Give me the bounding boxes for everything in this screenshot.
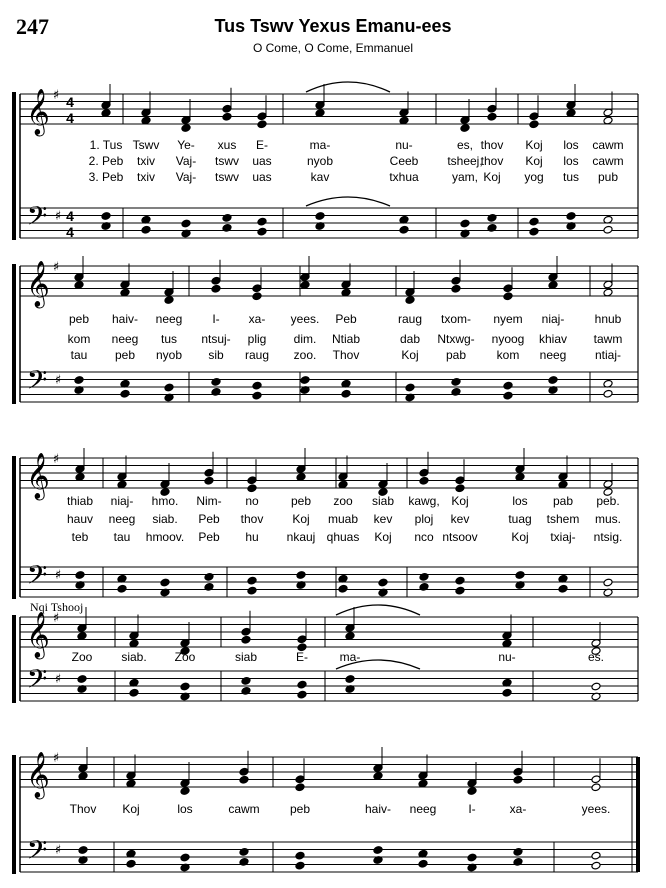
bass-note <box>252 391 262 400</box>
treble-clef-icon: 𝄞 <box>26 261 50 307</box>
alto-note <box>222 112 232 121</box>
lyric-syllable: txiv <box>137 170 155 184</box>
lyric-syllable: thov <box>480 154 504 168</box>
tenor-note <box>591 851 601 860</box>
tenor-note <box>487 214 497 223</box>
time-signature-numerator: 4 <box>66 94 74 110</box>
tenor-note <box>513 848 523 857</box>
alto-note <box>164 296 174 305</box>
lyric-syllable: hu <box>245 530 259 544</box>
lyric-syllable: raug <box>244 348 270 362</box>
lyric-syllable: txom- <box>441 312 471 326</box>
bass-note <box>126 859 136 868</box>
lyric-syllable: kav <box>310 170 330 184</box>
key-signature-sharp-icon: ♯ <box>52 751 60 766</box>
tenor-note <box>566 212 576 221</box>
alto-note <box>503 292 513 301</box>
tenor-note <box>180 853 190 862</box>
lyric-syllable: thov <box>240 512 264 526</box>
lyric-syllable: hmo. <box>151 494 179 508</box>
key-signature-sharp-icon: ♯ <box>52 611 60 626</box>
lyric-syllable: Thov <box>69 802 97 816</box>
tenor-note <box>451 378 461 387</box>
lyric-syllable: yees. <box>290 312 320 326</box>
lyric-syllable: dab <box>399 332 421 346</box>
tenor-note <box>211 378 221 387</box>
tenor-note <box>252 381 262 390</box>
lyric-syllable: Koj <box>525 154 543 168</box>
tenor-note <box>373 846 383 855</box>
tenor-note <box>181 219 191 228</box>
tenor-note <box>77 675 87 684</box>
lyric-syllable: neeg <box>111 332 139 346</box>
tenor-note <box>241 677 251 686</box>
lyric-syllable: niaj- <box>110 494 134 508</box>
slur <box>336 605 420 615</box>
refrain-label: Nqi Tshooj <box>30 600 84 614</box>
bass-note <box>117 584 127 593</box>
bass-note <box>502 688 512 697</box>
lyric-syllable: nkauj <box>286 530 316 544</box>
key-signature-sharp-icon: ♯ <box>54 843 62 858</box>
lyric-syllable: sib <box>208 348 224 362</box>
lyric-syllable: siab <box>371 494 395 508</box>
lyric-syllable: ploj <box>414 512 434 526</box>
bass-note <box>603 225 613 234</box>
alto-note <box>211 284 221 293</box>
bass-note <box>120 389 130 398</box>
tenor-note <box>515 571 525 580</box>
hymn-number: 247 <box>16 14 49 39</box>
lyric-syllable: ntsig. <box>593 530 623 544</box>
lyric-syllable: cawm <box>592 138 624 152</box>
lyric-syllable: Ntiab <box>331 332 361 346</box>
lyric-syllable: neeg <box>155 312 183 326</box>
tenor-note <box>247 576 257 585</box>
lyric-syllable: neeg <box>539 348 567 362</box>
bass-note <box>591 861 601 870</box>
slur <box>306 197 390 206</box>
tenor-note <box>300 376 310 385</box>
lyric-syllable: Vaj- <box>175 154 197 168</box>
tenor-note <box>405 383 415 392</box>
lyric-syllable: muab <box>327 512 359 526</box>
lyric-syllable: uas <box>252 170 272 184</box>
lyric-syllable: zoo. <box>293 348 317 362</box>
bass-note <box>603 389 613 398</box>
lyric-syllable: thiab <box>66 494 94 508</box>
bass-clef-icon: 𝄢 <box>26 663 48 701</box>
bass-clef-icon: 𝄢 <box>26 200 48 238</box>
bass-note <box>503 391 513 400</box>
lyric-syllable: pab <box>445 348 467 362</box>
tenor-note <box>164 383 174 392</box>
lyric-syllable: siab <box>234 650 258 664</box>
lyric-syllable: yees. <box>581 802 611 816</box>
bass-note <box>338 584 348 593</box>
lyric-syllable: neeg <box>409 802 437 816</box>
lyric-syllable: 2. Peb <box>88 154 124 168</box>
bass-note <box>297 690 307 699</box>
bass-note <box>341 389 351 398</box>
tenor-note <box>467 853 477 862</box>
lyric-syllable: los <box>563 154 579 168</box>
lyric-syllable: nu- <box>498 650 516 664</box>
bass-clef-icon: 𝄢 <box>26 834 48 872</box>
bass-note <box>129 688 139 697</box>
key-signature-sharp-icon: ♯ <box>52 260 60 275</box>
lyric-syllable: peb <box>68 312 90 326</box>
lyric-syllable: Zoo <box>174 650 196 664</box>
lyric-syllable: nyob <box>155 348 183 362</box>
time-signature-denominator: 4 <box>66 224 74 240</box>
lyric-syllable: pub <box>597 170 619 184</box>
lyric-syllable: kev <box>450 512 470 526</box>
system-brace <box>12 456 16 599</box>
tenor-note <box>78 846 88 855</box>
lyric-syllable: no <box>245 494 259 508</box>
lyric-syllable: dim. <box>293 332 317 346</box>
alto-note <box>487 112 497 121</box>
key-signature-sharp-icon: ♯ <box>52 88 60 103</box>
lyric-syllable: Zoo <box>71 650 93 664</box>
bass-note <box>257 227 267 236</box>
lyric-syllable: tus <box>562 170 580 184</box>
lyric-syllable: txiaj- <box>550 530 576 544</box>
system-brace <box>12 615 16 703</box>
lyric-syllable: kom <box>67 332 91 346</box>
lyric-syllable: mus. <box>594 512 622 526</box>
lyric-syllable: ntsuj- <box>201 332 231 346</box>
lyric-syllable: tshem <box>546 512 580 526</box>
tenor-note <box>204 573 214 582</box>
lyric-syllable: es, <box>456 138 474 152</box>
key-signature-sharp-icon: ♯ <box>54 209 62 224</box>
lyric-syllable: tswv <box>215 154 239 168</box>
lyric-syllable: yog <box>524 170 544 184</box>
treble-clef-icon: 𝄞 <box>26 453 50 499</box>
lyric-syllable: tuag <box>508 512 532 526</box>
tenor-note <box>257 217 267 226</box>
lyric-syllable: khiav <box>538 332 568 346</box>
lyric-syllable: siab. <box>152 512 178 526</box>
lyric-syllable: yam, <box>451 170 479 184</box>
lyric-syllable: ma- <box>309 138 331 152</box>
lyric-syllable: peb <box>290 494 312 508</box>
lyric-syllable: xa- <box>248 312 266 326</box>
lyric-syllable: tawm <box>593 332 623 346</box>
lyric-syllable: Thov <box>332 348 360 362</box>
system-brace <box>12 92 16 240</box>
alto-note <box>451 284 461 293</box>
tenor-note <box>295 851 305 860</box>
lyric-syllable: tsheej, <box>447 154 483 168</box>
tenor-note <box>603 578 613 587</box>
alto-note <box>455 484 465 493</box>
lyric-syllable: hnub <box>594 312 622 326</box>
lyric-syllable: peb <box>289 802 311 816</box>
lyric-syllable: Ntxwg- <box>437 332 475 346</box>
lyric-syllable: E- <box>296 650 308 664</box>
lyric-syllable: uas <box>252 154 272 168</box>
lyric-syllable: kom <box>496 348 520 362</box>
hymn-subtitle: O Come, O Come, Emmanuel <box>252 41 414 55</box>
bass-clef-icon: 𝄢 <box>26 364 48 402</box>
system-brace <box>12 755 16 874</box>
alto-note <box>467 787 477 796</box>
lyric-syllable: es. <box>587 650 605 664</box>
tenor-note <box>548 376 558 385</box>
tenor-note <box>101 212 111 221</box>
lyric-syllable: los <box>177 802 193 816</box>
lyric-syllable: Ceeb <box>389 154 419 168</box>
key-signature-sharp-icon: ♯ <box>54 672 62 687</box>
tenor-note <box>345 675 355 684</box>
tenor-note <box>297 680 307 689</box>
alto-note <box>180 787 190 796</box>
lyric-syllable: nyem <box>493 312 523 326</box>
bass-note <box>399 225 409 234</box>
lyric-syllable: nyoog <box>491 332 525 346</box>
lyric-syllable: siab. <box>121 650 147 664</box>
tenor-note <box>315 212 325 221</box>
tenor-note <box>419 573 429 582</box>
lyric-syllable: tau <box>113 530 131 544</box>
lyric-syllable: txiv <box>137 154 155 168</box>
lyric-syllable: zoo <box>333 494 353 508</box>
lyric-syllable: E- <box>256 138 268 152</box>
lyric-syllable: niaj- <box>541 312 565 326</box>
tenor-note <box>529 217 539 226</box>
tenor-note <box>222 214 232 223</box>
lyric-syllable: I- <box>468 802 476 816</box>
bass-note <box>558 584 568 593</box>
tenor-note <box>503 381 513 390</box>
lyric-syllable: Peb <box>198 530 220 544</box>
lyric-syllable: qhuas <box>326 530 360 544</box>
lyric-syllable: cawm <box>228 802 260 816</box>
alto-note <box>241 635 251 644</box>
bass-note <box>455 586 465 595</box>
lyric-syllable: Koj <box>122 802 140 816</box>
treble-clef-icon: 𝄞 <box>26 612 50 658</box>
lyric-syllable: ntiaj- <box>594 348 622 362</box>
lyric-syllable: xus <box>217 138 237 152</box>
lyric-syllable: los <box>563 138 579 152</box>
lyric-syllable: Vaj- <box>175 170 197 184</box>
lyric-syllable: Nim- <box>196 494 222 508</box>
bass-note <box>529 227 539 236</box>
lyric-syllable: tau <box>70 348 88 362</box>
tenor-note <box>455 576 465 585</box>
bass-clef-icon: 𝄢 <box>26 559 48 597</box>
lyric-syllable: ma- <box>339 650 361 664</box>
key-signature-sharp-icon: ♯ <box>54 568 62 583</box>
alto-note <box>252 292 262 301</box>
alto-note <box>295 783 305 792</box>
lyric-syllable: Peb <box>198 512 220 526</box>
lyric-syllable: Koj <box>511 530 529 544</box>
lyric-syllable: Ye- <box>177 138 195 152</box>
lyric-syllable: 3. Peb <box>88 170 124 184</box>
lyric-syllable: cawm <box>592 154 624 168</box>
lyric-syllable: Koj <box>525 138 543 152</box>
tenor-note <box>460 219 470 228</box>
time-signature-numerator: 4 <box>66 208 74 224</box>
lyric-syllable: nyob <box>306 154 334 168</box>
lyric-syllable: ntsoov <box>442 530 478 544</box>
lyric-syllable: pab <box>552 494 574 508</box>
lyric-syllable: Koj <box>451 494 469 508</box>
lyric-syllable: Koj <box>374 530 392 544</box>
key-signature-sharp-icon: ♯ <box>52 452 60 467</box>
lyric-syllable: los <box>512 494 528 508</box>
lyric-syllable: Tswv <box>132 138 160 152</box>
treble-clef-icon: 𝄞 <box>26 89 50 135</box>
alto-note <box>419 476 429 485</box>
tenor-note <box>75 571 85 580</box>
alto-note <box>247 484 257 493</box>
lyric-syllable: Koj <box>292 512 310 526</box>
lyric-syllable: neeg <box>108 512 136 526</box>
bass-note <box>247 586 257 595</box>
lyric-syllable: plig <box>247 332 267 346</box>
lyric-syllable: I- <box>212 312 220 326</box>
tenor-note <box>239 848 249 857</box>
tenor-note <box>591 682 601 691</box>
alto-note <box>513 775 523 784</box>
time-signature-denominator: 4 <box>66 110 74 126</box>
lyric-syllable: 1. Tus <box>89 138 123 152</box>
bass-note <box>295 861 305 870</box>
tenor-note <box>74 376 84 385</box>
lyric-syllable: raug <box>397 312 423 326</box>
alto-note <box>405 296 415 305</box>
lyric-syllable: xa- <box>509 802 527 816</box>
lyric-syllable: haiv- <box>111 312 139 326</box>
tenor-note <box>180 682 190 691</box>
lyric-syllable: kawg, <box>408 494 440 508</box>
alto-note <box>591 783 601 792</box>
lyric-syllable: hauv <box>66 512 94 526</box>
alto-note <box>460 124 470 133</box>
lyric-syllable: hmoov. <box>145 530 185 544</box>
alto-note <box>181 124 191 133</box>
bass-note <box>141 225 151 234</box>
lyric-syllable: Koj <box>401 348 419 362</box>
tenor-note <box>296 571 306 580</box>
lyric-syllable: peb. <box>596 494 620 508</box>
lyric-syllable: txhua <box>389 170 419 184</box>
alto-note <box>239 775 249 784</box>
bass-note <box>418 859 428 868</box>
lyric-syllable: nco <box>414 530 434 544</box>
alto-note <box>257 120 267 129</box>
treble-clef-icon: 𝄞 <box>26 752 50 798</box>
lyric-syllable: thov <box>480 138 504 152</box>
lyric-syllable: nu- <box>395 138 413 152</box>
tenor-note <box>160 578 170 587</box>
key-signature-sharp-icon: ♯ <box>54 373 62 388</box>
lyric-syllable: peb <box>114 348 136 362</box>
alto-note <box>204 476 214 485</box>
hymn-title: Tus Tswv Yexus Emanu-ees <box>214 16 452 36</box>
lyric-syllable: haiv- <box>364 802 392 816</box>
alto-note <box>529 120 539 129</box>
lyric-syllable: kev <box>373 512 393 526</box>
lyric-syllable: tswv <box>215 170 239 184</box>
lyric-syllable: tus <box>160 332 178 346</box>
lyric-syllable: teb <box>71 530 89 544</box>
slur <box>306 82 390 92</box>
lyric-syllable: Koj <box>483 170 501 184</box>
lyric-syllable: Peb <box>335 312 357 326</box>
system-brace <box>12 264 16 404</box>
tenor-note <box>378 578 388 587</box>
